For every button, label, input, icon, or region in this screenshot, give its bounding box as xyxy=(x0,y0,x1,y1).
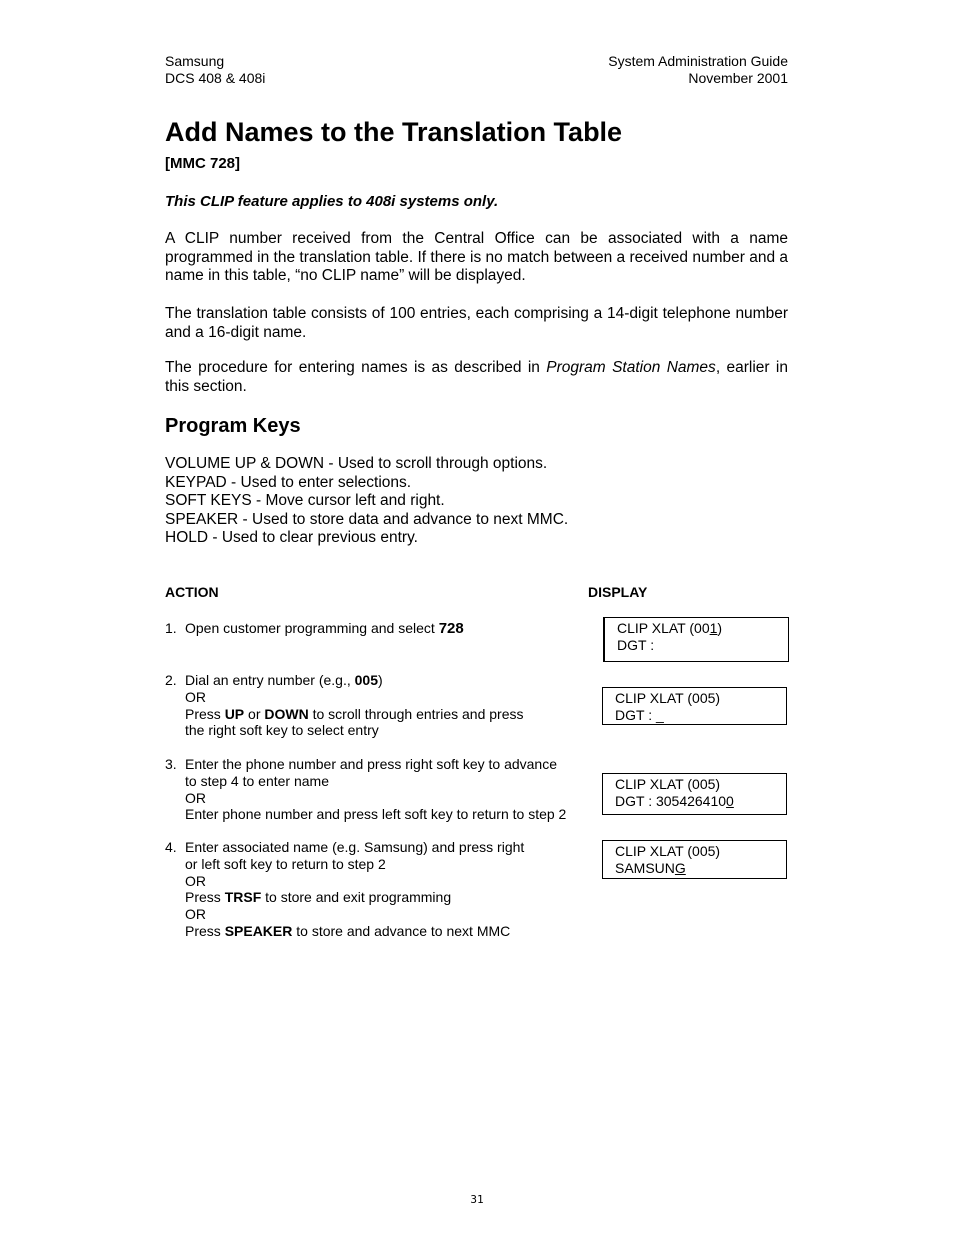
procedure-text-after: , earlier in this section. xyxy=(165,359,788,395)
step-4-text-part: to store and advance to next MMC xyxy=(292,922,511,939)
lcd-cursor: G xyxy=(674,860,686,876)
program-key-hold: HOLD - Used to clear previous entry. xyxy=(165,529,418,546)
step-3-line-2: to step 4 to enter name xyxy=(185,772,329,789)
page-title: Add Names to the Translation Table xyxy=(165,117,623,147)
procedure-reference: Program Station Names xyxy=(546,359,716,376)
lcd-text: CLIP XLAT (00 xyxy=(617,620,710,636)
header-left xyxy=(165,53,265,87)
page-number: 31 xyxy=(470,1193,484,1206)
lcd-text: DGT : 305426410 xyxy=(615,793,727,809)
step-4-text-part: Press xyxy=(185,922,225,939)
action-column-heading: ACTION xyxy=(165,584,219,600)
step-2-text xyxy=(185,672,523,739)
step-2-text-part: Press xyxy=(185,705,225,722)
lcd-line-2 xyxy=(617,637,776,654)
program-key-keypad: KEYPAD - Used to enter selections. xyxy=(165,473,412,491)
step-2-example-entry: 005 xyxy=(354,672,378,688)
program-keys-list xyxy=(165,455,568,548)
procedure-text-before: The procedure for entering names is as described in xyxy=(165,359,547,376)
step-2-text-part: ) xyxy=(378,672,383,688)
step-number: 1. xyxy=(165,620,177,636)
lcd-line-1: CLIP XLAT (005) xyxy=(615,843,721,859)
header-product: DCS 408 & 408i xyxy=(165,70,266,86)
display-column-heading: DISPLAY xyxy=(588,584,648,600)
mmc-code: [MMC 728] xyxy=(165,155,241,172)
program-key-speaker: SPEAKER - Used to store data and advance to next MMC. xyxy=(165,510,569,528)
step-4-text xyxy=(185,839,524,940)
lcd-text: DGT : xyxy=(615,707,656,723)
step-1-text xyxy=(185,620,464,638)
step-4-speaker-key: SPEAKER xyxy=(224,922,293,939)
step-3-or: OR xyxy=(185,789,206,806)
step-1-instruction: Open customer programming and select xyxy=(185,620,439,636)
step-2-down-key: DOWN xyxy=(264,705,309,722)
lcd-line-1: CLIP XLAT (005) xyxy=(615,690,721,706)
lcd-line-2 xyxy=(615,860,774,877)
step-3-line-4: Enter phone number and press left soft key to return to step 2 xyxy=(185,806,567,823)
step-number: 2. xyxy=(165,672,177,688)
header-right xyxy=(500,53,788,87)
step-2-line-4: the right soft key to select entry xyxy=(185,722,379,739)
lcd-display-4 xyxy=(602,840,787,879)
lcd-cursor: 1 xyxy=(709,620,718,636)
paragraph-clip-description: A CLIP number received from the Central Office can be associated with a name programmed in the translation table. If there is no match between a received number and a name in this table, “no CLIP name” will be displayed. xyxy=(165,230,788,285)
step-4-line-1: Enter associated name (e.g. Samsung) and press right xyxy=(185,839,525,855)
step-2-line-3 xyxy=(185,706,523,723)
header-date: November 2001 xyxy=(688,70,788,86)
step-2-text-part: Dial an entry number (e.g., xyxy=(185,672,355,688)
step-2-text-part: to scroll through entries and press xyxy=(308,705,524,722)
step-2-text-part: or xyxy=(244,705,265,722)
step-4-line-6 xyxy=(185,923,524,940)
step-2-up-key: UP xyxy=(224,705,245,722)
lcd-line-2 xyxy=(615,793,774,810)
step-4-text-part: to store and exit programming xyxy=(261,889,452,906)
program-keys-heading: Program Keys xyxy=(165,415,301,437)
lcd-text: ) xyxy=(717,620,723,636)
lcd-text: SAMSUN xyxy=(615,860,675,876)
step-3-text xyxy=(185,756,566,823)
lcd-display-3 xyxy=(602,773,787,815)
header-guide-title: System Administration Guide xyxy=(608,53,788,69)
header-company: Samsung xyxy=(165,53,225,69)
paragraph-procedure xyxy=(165,359,788,396)
paragraph-table-size: The translation table consists of 100 entries, each comprising a 14-digit telephone number and a 16-digit name. xyxy=(165,305,788,341)
lcd-line-1 xyxy=(617,620,776,637)
step-2-or: OR xyxy=(185,688,206,705)
step-3-line-1: Enter the phone number and press right soft key to advance xyxy=(185,756,558,772)
step-4-line-4 xyxy=(185,889,524,906)
lcd-cursor: 0 xyxy=(726,793,734,809)
step-number: 3. xyxy=(165,756,177,772)
step-4-line-2: or left soft key to return to step 2 xyxy=(185,855,386,872)
lcd-display-2 xyxy=(602,687,787,725)
lcd-line-2 xyxy=(615,707,774,724)
clip-note: This CLIP feature applies to 408i systems only. xyxy=(165,193,499,210)
lcd-display-1 xyxy=(603,617,789,662)
step-4-or: OR xyxy=(185,872,206,889)
lcd-text: DGT : xyxy=(617,637,655,653)
program-key-volume: VOLUME UP & DOWN - Used to scroll through options. xyxy=(165,455,548,472)
lcd-cursor: _ xyxy=(655,707,664,723)
step-1-mmc-number: 728 xyxy=(438,620,464,637)
step-4-text-part: Press xyxy=(185,889,225,906)
step-number: 4. xyxy=(165,839,177,855)
step-4-or: OR xyxy=(185,906,206,923)
lcd-line-1: CLIP XLAT (005) xyxy=(615,776,721,792)
step-2-line-1 xyxy=(185,672,523,689)
program-key-soft-keys: SOFT KEYS - Move cursor left and right. xyxy=(165,492,445,509)
step-4-trsf-key: TRSF xyxy=(224,889,262,906)
